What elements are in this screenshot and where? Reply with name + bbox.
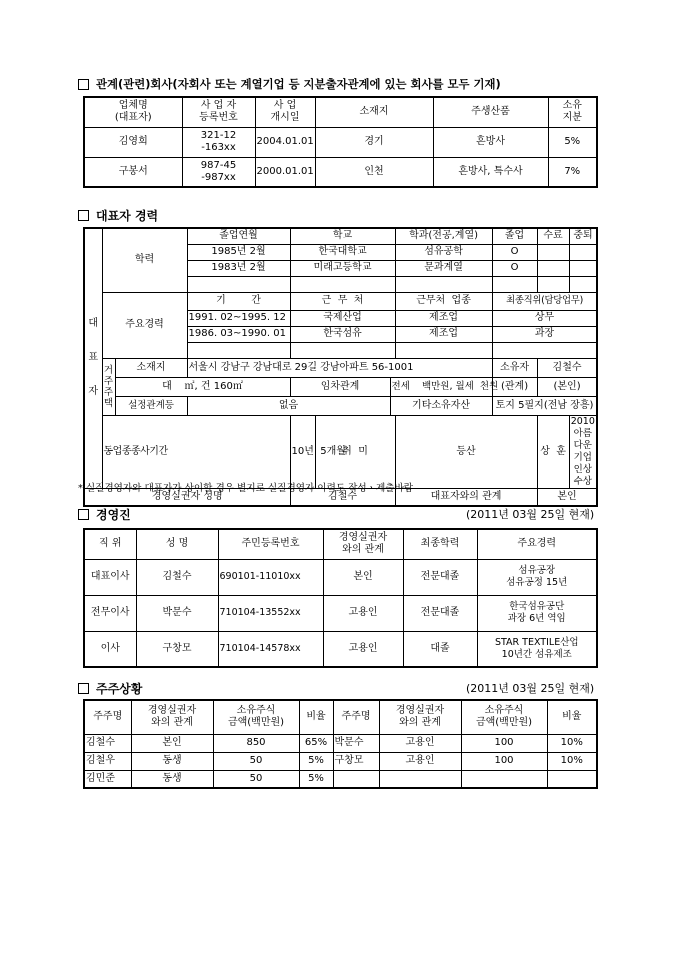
- industry-period-value: 10년 5개월: [290, 415, 315, 488]
- actual-mgr-label: 경영실권자 성명: [84, 488, 290, 506]
- related-header-4: 주생산품: [433, 97, 548, 127]
- mgmt-cell-2: 710104-13552xx: [218, 595, 323, 631]
- mgmt-header-4: 최종학력: [403, 529, 477, 559]
- related-header-5: 소유 지분: [548, 97, 597, 127]
- career-workplace: 국제산업: [290, 310, 395, 326]
- related-header-3: 소재지: [315, 97, 433, 127]
- career-position: 상무: [492, 310, 597, 326]
- share-cell-3: 65%: [299, 734, 333, 752]
- mgmt-cell-5: 섬유공장 섬유공정 15년: [477, 559, 597, 595]
- edu-school: 한국대학교: [290, 244, 395, 260]
- share-cell-4: [333, 770, 379, 788]
- mgmt-cell-1: 김철수: [136, 559, 218, 595]
- edu-school: [290, 276, 395, 292]
- share-cell-3: 5%: [299, 752, 333, 770]
- edu-header-major: 학과(전공,계열): [395, 228, 492, 244]
- related-cell-4: 흔방사: [433, 127, 548, 157]
- section-shareholders-title: 주주상황: [78, 680, 142, 697]
- shareholders-date: (2011년 03월 25일 현재): [466, 682, 595, 695]
- award-value: 2010 아름다운 기업인상 수상: [569, 415, 597, 488]
- edu-major: 문과계열: [395, 260, 492, 276]
- related-header-1: 사 업 자 등록번호: [182, 97, 255, 127]
- mgmt-cell-0: 전무이사: [84, 595, 136, 631]
- share-header-5: 경영실권자 와의 관계: [379, 700, 461, 734]
- related-cell-2: 2004.01.01: [255, 127, 315, 157]
- edu-major: [395, 276, 492, 292]
- mgmt-header-3: 경영실권자 와의 관계: [323, 529, 403, 559]
- mgmt-cell-1: 박문수: [136, 595, 218, 631]
- edu-complete: [537, 276, 569, 292]
- relation-value: 본인: [537, 488, 597, 506]
- share-cell-0: 김철수: [84, 734, 131, 752]
- edu-header-complete: 수료: [537, 228, 569, 244]
- house-label: 거 주 주 택: [102, 358, 115, 415]
- share-cell-4: 박문수: [333, 734, 379, 752]
- mgmt-cell-2: 710104-14578xx: [218, 631, 323, 667]
- share-cell-0: 김민준: [84, 770, 131, 788]
- edu-header-dropout: 중퇴: [569, 228, 597, 244]
- mgmt-cell-0: 대표이사: [84, 559, 136, 595]
- mgmt-header-5: 주요경력: [477, 529, 597, 559]
- owner-relation-label: (관계): [492, 377, 537, 396]
- share-cell-5: 고용인: [379, 734, 461, 752]
- mgmt-cell-3: 고용인: [323, 631, 403, 667]
- mgmt-cell-2: 690101-11010xx: [218, 559, 323, 595]
- mgmt-cell-5: 한국섬유공단 과장 6년 역임: [477, 595, 597, 631]
- ceo-career-table: [83, 227, 598, 507]
- share-cell-6: [461, 770, 547, 788]
- relation-label: 대표자와의 관계: [395, 488, 537, 506]
- mgmt-cell-3: 본인: [323, 559, 403, 595]
- mgmt-header-0: 직 위: [84, 529, 136, 559]
- management-table: [83, 528, 598, 668]
- share-cell-6: 100: [461, 752, 547, 770]
- share-cell-1: 본인: [131, 734, 213, 752]
- mgmt-cell-4: 대졸: [403, 631, 477, 667]
- career-industry: 제조업: [395, 326, 492, 342]
- edu-school: 미래고등학교: [290, 260, 395, 276]
- edu-graduate: O: [492, 244, 537, 260]
- lien-label: 설정관계등: [115, 396, 187, 415]
- mgmt-cell-5: STAR TEXTILE산업 10년간 섬유제조: [477, 631, 597, 667]
- share-cell-7: [547, 770, 597, 788]
- edu-date: 1985년 2월: [187, 244, 290, 260]
- related-cell-5: 7%: [548, 157, 597, 187]
- career-position: 과장: [492, 326, 597, 342]
- career-industry: 제조업: [395, 310, 492, 326]
- share-cell-4: 구창모: [333, 752, 379, 770]
- share-header-3: 비율: [299, 700, 333, 734]
- related-cell-4: 흔방사, 특수사: [433, 157, 548, 187]
- related-cell-0: 구봉서: [84, 157, 182, 187]
- share-cell-7: 10%: [547, 734, 597, 752]
- share-cell-5: 고용인: [379, 752, 461, 770]
- mgmt-cell-1: 구창모: [136, 631, 218, 667]
- share-cell-2: 850: [213, 734, 299, 752]
- share-header-2: 소유주식 금액(백만원): [213, 700, 299, 734]
- share-header-4: 주주명: [333, 700, 379, 734]
- edu-dropout: [569, 276, 597, 292]
- share-cell-5: [379, 770, 461, 788]
- related-header-2: 사 업 개시일: [255, 97, 315, 127]
- ceo-note: * 실질경영자와 대표자가 상이할 경우 별지로 실질경영자 이력도 작성ㆍ제출바람: [78, 483, 414, 494]
- edu-date: [187, 276, 290, 292]
- other-asset-label: 기타소유자산: [390, 396, 492, 415]
- share-header-6: 소유주식 금액(백만원): [461, 700, 547, 734]
- section-related-companies-title: 관계(관련)회사(자회사 또는 계열기업 등 지분출자관계에 있는 회사를 모두 기재): [78, 76, 501, 92]
- shareholders-table: [83, 699, 598, 789]
- related-companies-table: [83, 96, 598, 188]
- edu-graduate: O: [492, 260, 537, 276]
- mgmt-cell-0: 이사: [84, 631, 136, 667]
- checkbox-square-icon: [78, 210, 89, 221]
- hobby-label: 취 미: [315, 415, 395, 488]
- related-cell-3: 인천: [315, 157, 433, 187]
- owner-value: 김철수: [537, 358, 597, 377]
- share-cell-0: 김철우: [84, 752, 131, 770]
- section-ceo-career-title: 대표자 경력: [78, 207, 158, 224]
- mgmt-header-1: 성 명: [136, 529, 218, 559]
- share-cell-2: 50: [213, 752, 299, 770]
- section-management-title: 경영진: [78, 506, 131, 523]
- share-header-1: 경영실권자 와의 관계: [131, 700, 213, 734]
- edu-dropout: [569, 260, 597, 276]
- share-cell-6: 100: [461, 734, 547, 752]
- share-cell-1: 동생: [131, 752, 213, 770]
- actual-mgr-value: 김철수: [290, 488, 395, 506]
- related-cell-1: 987-45 -987xx: [182, 157, 255, 187]
- career-period: 1986. 03~1990. 01: [187, 326, 290, 342]
- location-value: 서울시 강남구 강남대로 29길 강남아파트 56-1001: [187, 358, 492, 377]
- share-header-7: 비율: [547, 700, 597, 734]
- lease-label: 임차관계: [290, 377, 390, 396]
- career-header-period: 기 간: [187, 292, 290, 310]
- edu-header-school: 학교: [290, 228, 395, 244]
- award-label: 상 훈: [537, 415, 569, 488]
- mgmt-cell-3: 고용인: [323, 595, 403, 631]
- edu-major: 섬유공학: [395, 244, 492, 260]
- share-cell-7: 10%: [547, 752, 597, 770]
- related-cell-3: 경기: [315, 127, 433, 157]
- edu-date: 1983년 2월: [187, 260, 290, 276]
- career-header-workplace: 근 무 처: [290, 292, 395, 310]
- career-header-position: 최종직위(담당업무): [492, 292, 597, 310]
- management-date: (2011년 03월 25일 현재): [466, 508, 595, 521]
- career-period: 1991. 02~1995. 12: [187, 310, 290, 326]
- share-header-0: 주주명: [84, 700, 131, 734]
- related-cell-5: 5%: [548, 127, 597, 157]
- lease-value: 전세 백만원, 월세 천원: [390, 377, 492, 396]
- edu-dropout: [569, 244, 597, 260]
- ceo-side-label: 대 표 자: [84, 228, 102, 488]
- hobby-value: 등산: [395, 415, 537, 488]
- checkbox-square-icon: [78, 683, 89, 694]
- education-label: 학력: [102, 228, 187, 292]
- edu-complete: [537, 244, 569, 260]
- edu-header-date: 졸업연월: [187, 228, 290, 244]
- mgmt-cell-4: 전문대졸: [403, 595, 477, 631]
- checkbox-square-icon: [78, 79, 89, 90]
- share-cell-3: 5%: [299, 770, 333, 788]
- checkbox-square-icon: [78, 509, 89, 520]
- related-cell-1: 321-12 -163xx: [182, 127, 255, 157]
- edu-graduate: [492, 276, 537, 292]
- mgmt-header-2: 주민등록번호: [218, 529, 323, 559]
- lien-value: 없음: [187, 396, 390, 415]
- other-asset-value: 토지 5필지(전남 장흥): [492, 396, 597, 415]
- career-workplace: 한국섬유: [290, 326, 395, 342]
- career-header-industry: 근무처 업종: [395, 292, 492, 310]
- area-value: 대 ㎡, 건 160㎡: [115, 377, 290, 396]
- related-cell-2: 2000.01.01: [255, 157, 315, 187]
- owner-label: 소유자: [492, 358, 537, 377]
- related-cell-0: 김영희: [84, 127, 182, 157]
- edu-header-graduate: 졸업: [492, 228, 537, 244]
- share-cell-1: 동생: [131, 770, 213, 788]
- mgmt-cell-4: 전문대졸: [403, 559, 477, 595]
- industry-period-label: 동업종종사기간: [102, 415, 290, 488]
- edu-complete: [537, 260, 569, 276]
- career-label: 주요경력: [102, 292, 187, 358]
- share-cell-2: 50: [213, 770, 299, 788]
- location-label: 소재지: [115, 358, 187, 377]
- owner-relation-value: (본인): [537, 377, 597, 396]
- related-header-0: 업체명 (대표자): [84, 97, 182, 127]
